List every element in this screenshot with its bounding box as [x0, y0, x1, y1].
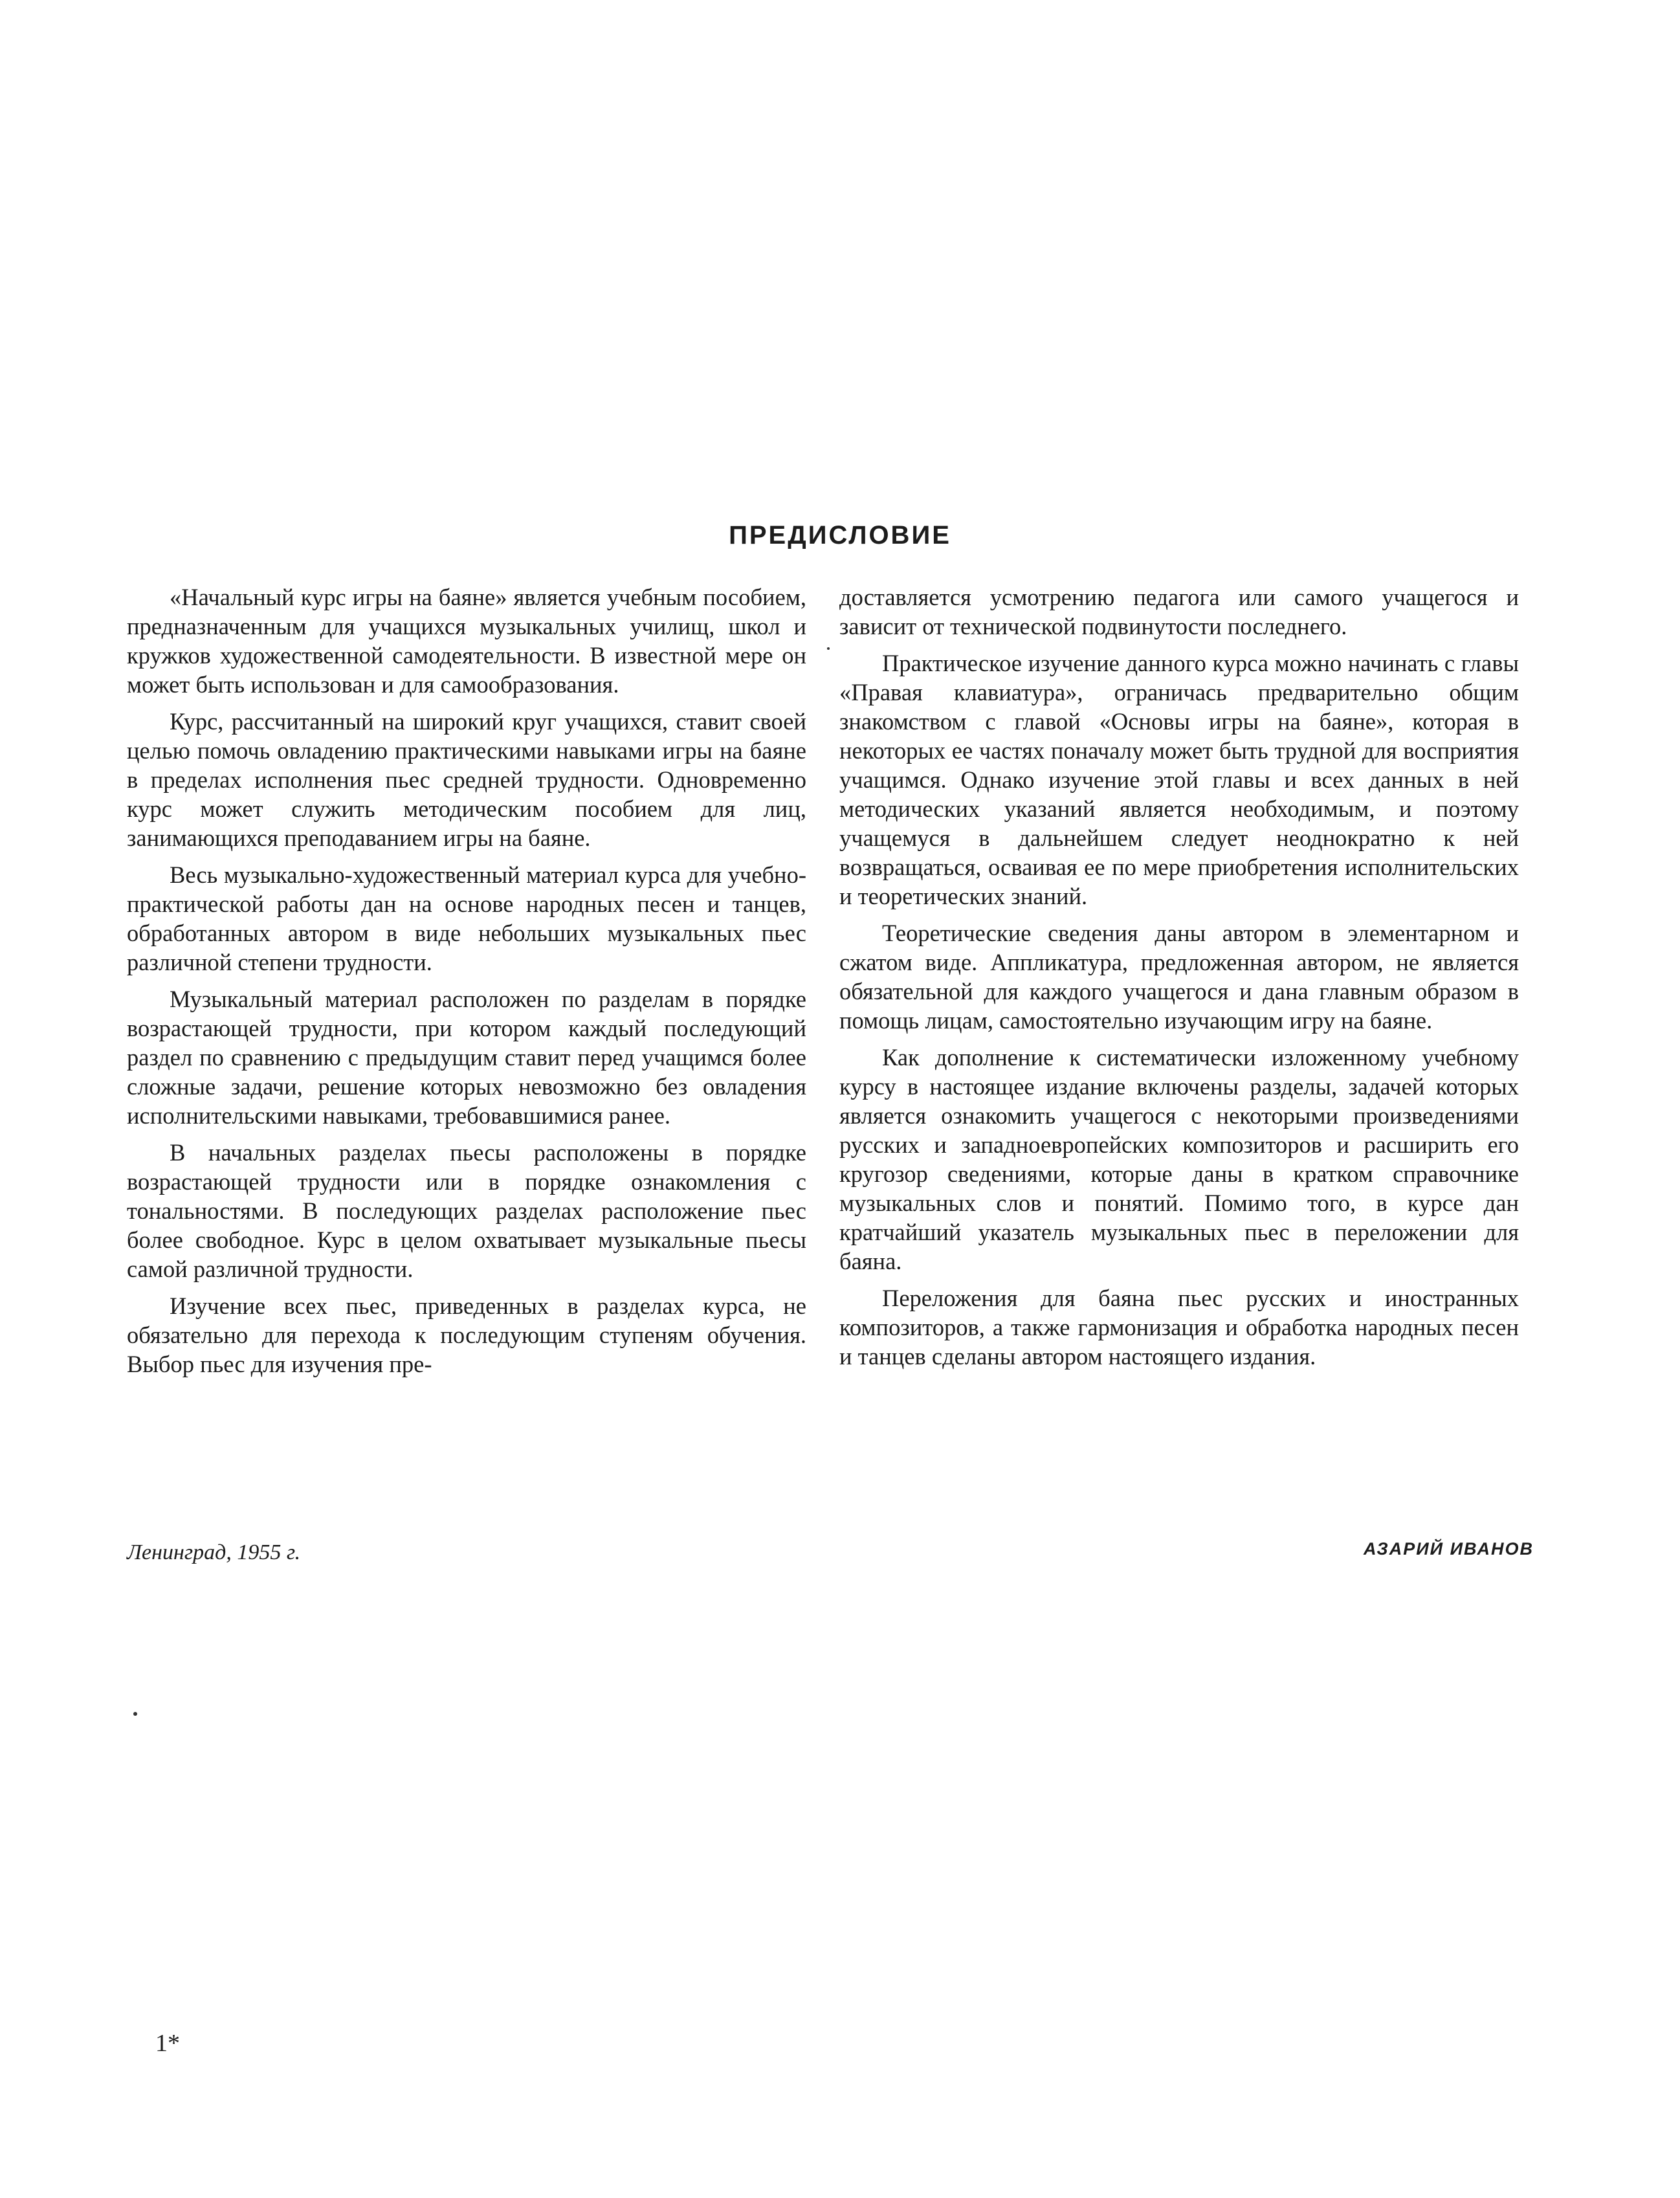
print-speck [133, 1712, 137, 1716]
author-signature: АЗАРИЙ ИВАНОВ [1363, 1539, 1534, 1559]
left-column [127, 583, 806, 1386]
paragraph: Как дополнение к систематически изложенному учебному курсу в настоящее издание включены разделы, задачей которых является ознакомить учащегося с некоторыми произведениями русских и западноевропейских композиторов и расширить его кругозор сведениями, которые даны в кратком справочнике музыкальных слов и понятий. Помимо того, в курсе дан кратчайший указатель музыкальных пьес в переложении для баяна. [839, 1044, 1519, 1274]
print-speck [827, 647, 830, 650]
paragraph: Музыкальный материал расположен по разделам в порядке возрастающей трудности, при котором каждый последующий раздел по сравнению с предыдущим ставит перед учащимся более сложные задачи, решение которых невозможно без овладения исполнительскими навыками, требовавшимися ранее. [127, 986, 806, 1129]
paragraph: «Начальный курс игры на баяне» является учебным пособием, предназначенным для учащихся музыкальных училищ, школ и кружков художественной самодеятельности. В известной мере он может быть использован и для самообразования. [127, 584, 806, 698]
paragraph: В начальных разделах пьесы расположены в порядке возрастающей трудности или в порядке ознакомления с тональностями. В последующих разделах расположение пьес более свободное. Курс в целом охватывает музыкальные пьесы самой различной трудности. [127, 1139, 806, 1282]
paragraph: Переложения для баяна пьес русских и иностранных композиторов, а также гармонизация и обработка народных песен и танцев сделаны автором настоящего издания. [839, 1285, 1519, 1370]
place-date: Ленинград, 1955 г. [127, 1540, 301, 1564]
paragraph: Изучение всех пьес, приведенных в разделах курса, не обязательно для перехода к последующим ступеням обучения. Выбор пьес для изучения пре- [127, 1293, 806, 1377]
right-column [839, 583, 1519, 1379]
paragraph: Курс, рассчитанный на широкий круг учащихся, ставит своей целью помочь овладению практическими навыками игры на баяне в пределах исполнения пьес средней трудности. Одновременно курс может служить методическим пособием для лиц, занимающихся преподаванием игры на баяне. [127, 708, 806, 851]
paragraph: Практическое изучение данного курса можно начинать с главы «Правая клавиатура», ограничась предварительно общим знакомством с главой «Основы игры на баяне», которая в некоторых ее частях поначалу может быть трудной для восприятия учащимся. Однако изучение этой главы и всех данных в ней методических указаний является необходимым, и поэтому учащемуся в дальнейшем следует неоднократно к ней возвращаться, осваивая ее по мере приобретения исполнительских и теоретических знаний. [839, 650, 1519, 909]
printer-signature-mark: 1* [155, 2030, 180, 2057]
paragraph-continuation: доставляется усмотрению педагога или самого учащегося и зависит от технической подвинутости последнего. [839, 584, 1519, 639]
paragraph: Весь музыкально-художественный материал курса для учебно-практической работы дан на основе народных песен и танцев, обработанных автором в виде небольших музыкальных пьес различной степени трудности. [127, 861, 806, 975]
page-title: ПРЕДИСЛОВИЕ [729, 521, 951, 550]
paragraph: Теоретические сведения даны автором в элементарном и сжатом виде. Аппликатура, предложенная автором, не является обязательной для каждого учащегося и дана главным образом в помощь лицам, самостоятельно изучающим игру на баяне. [839, 920, 1519, 1034]
